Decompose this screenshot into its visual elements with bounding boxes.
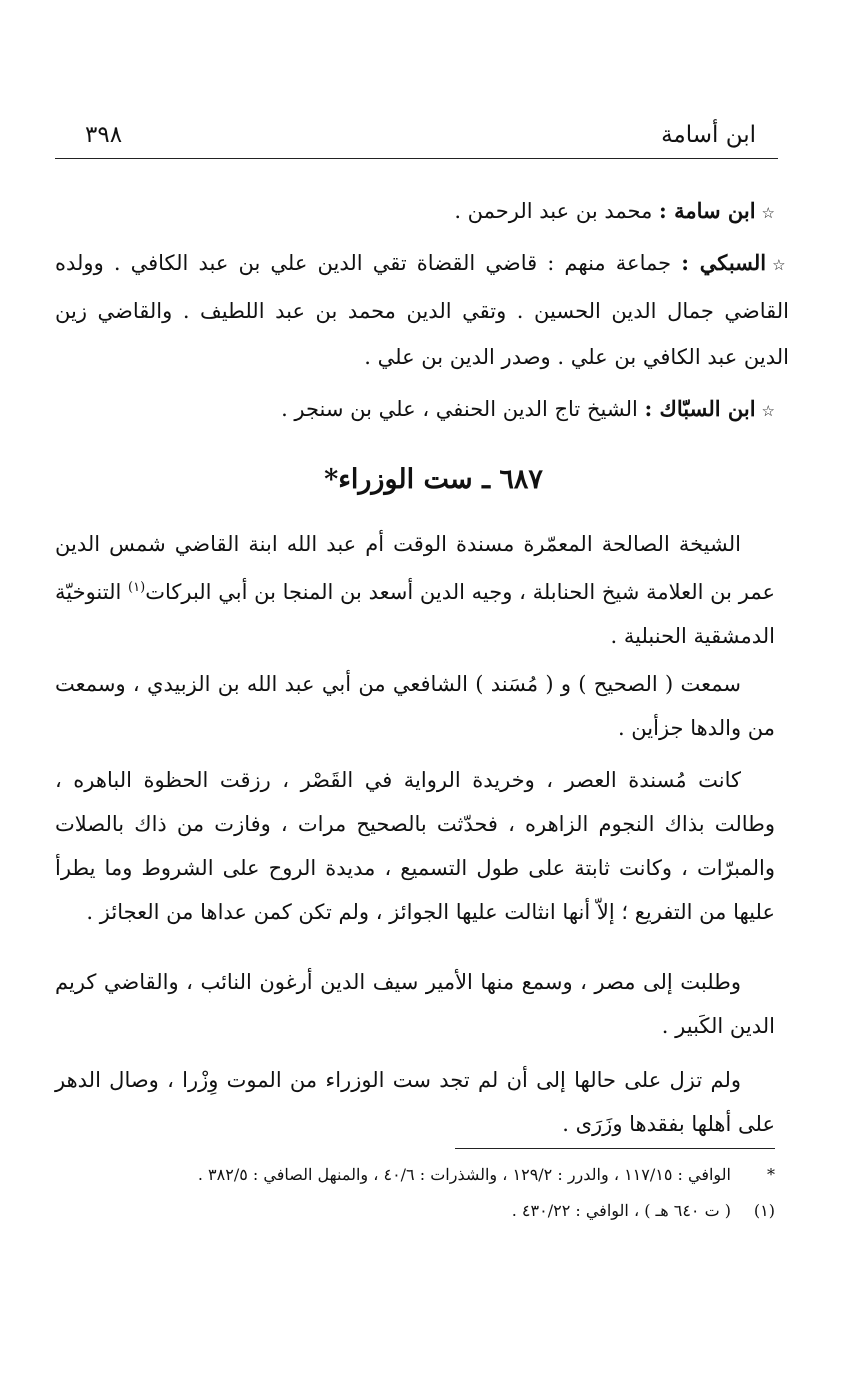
footnote [55, 1160, 775, 1190]
footnote-mark: * [767, 1165, 775, 1184]
entry-keyword: السبكي : [681, 250, 767, 275]
footnote-reference: (١) [128, 580, 146, 595]
body-paragraph [55, 522, 775, 658]
entry-keyword: ابن سامة : [659, 198, 756, 223]
cross-reference-entry [55, 240, 789, 380]
cross-reference-entry [55, 386, 775, 434]
footnote-text: الوافي : ١١٧/١٥ ، والدرر : ١٢٩/٢ ، والشذرات : ٤٠/٦ ، والمنهل الصافي : ٣٨٢/٥ . [197, 1165, 731, 1184]
body-paragraph: كانت مُسندة العصر ، وخريدة الرواية في القَصْر ، رزقت الحظوة الباهره ، وطالت بذاك النجوم الزاهره ، فحدّثت بالصحيح مرات ، وفازت من ذاك بالصلات والمبرّات ، وكانت ثابتة على طول التسميع ، مديدة الروح على الشروط وما يطرأ عليها من التفريع ؛ إلاّ أنها انثالت عليها الجوائز ، ولم تكن كمن عداها من العجائز . [55, 768, 775, 924]
body-paragraph: وطلبت إلى مصر ، وسمع منها الأمير سيف الدين أرغون النائب ، والقاضي كريم الدين الكَبير . [55, 970, 775, 1038]
body-paragraph: سمعت ( الصحيح ) و ( مُسَند ) الشافعي من أبي عبد الله بن الزبيدي ، وسمعت من والدها جزأين . [55, 672, 775, 740]
footnote-text: ( ت ٦٤٠ هـ ) ، الوافي : ٤٣٠/٢٢ . [511, 1201, 731, 1220]
footnote-divider [455, 1148, 775, 1149]
entry-text: جماعة منهم : قاضي القضاة تقي الدين علي بن عبد الكافي . وولده القاضي جمال الدين الحسين . وتقي الدين محمد بن عبد اللطيف . والقاضي زين الدين عبد الكافي بن علي . وصدر الدين بن علي . [55, 251, 789, 369]
page-number: ٣٩٨ [85, 122, 123, 148]
cross-reference-entry [55, 188, 775, 236]
star-icon: ☆ [761, 204, 775, 222]
entry-text: محمد بن عبد الرحمن . [454, 199, 659, 223]
paragraph-text: الشيخة الصالحة المعمّرة مسندة الوقت أم عبد الله ابنة القاضي شمس الدين عمر بن العلامة شيخ الحنابلة ، وجيه الدين أسعد بن المنجا بن أبي البركات [55, 532, 775, 604]
paragraph-text: التنوخيّة الدمشقية الحنبلية . [55, 580, 775, 648]
biography-heading: ٦٨٧ ـ ست الوزراء* [324, 464, 543, 495]
entry-text: الشيخ تاج الدين الحنفي ، علي بن سنجر . [281, 397, 645, 421]
entry-keyword: ابن السبّاك : [644, 396, 756, 421]
running-title: ابن أسامة [661, 122, 756, 148]
footnote [55, 1196, 775, 1226]
body-paragraph: ولم تزل على حالها إلى أن لم تجد ست الوزراء من الموت وِزْرا ، وصال الدهر على أهلها بفقدها وزَرَى . [55, 1068, 775, 1136]
footnote-mark: (١) [753, 1201, 775, 1220]
star-icon: ☆ [772, 256, 790, 274]
page-header [55, 118, 778, 159]
star-icon: ☆ [761, 402, 775, 420]
